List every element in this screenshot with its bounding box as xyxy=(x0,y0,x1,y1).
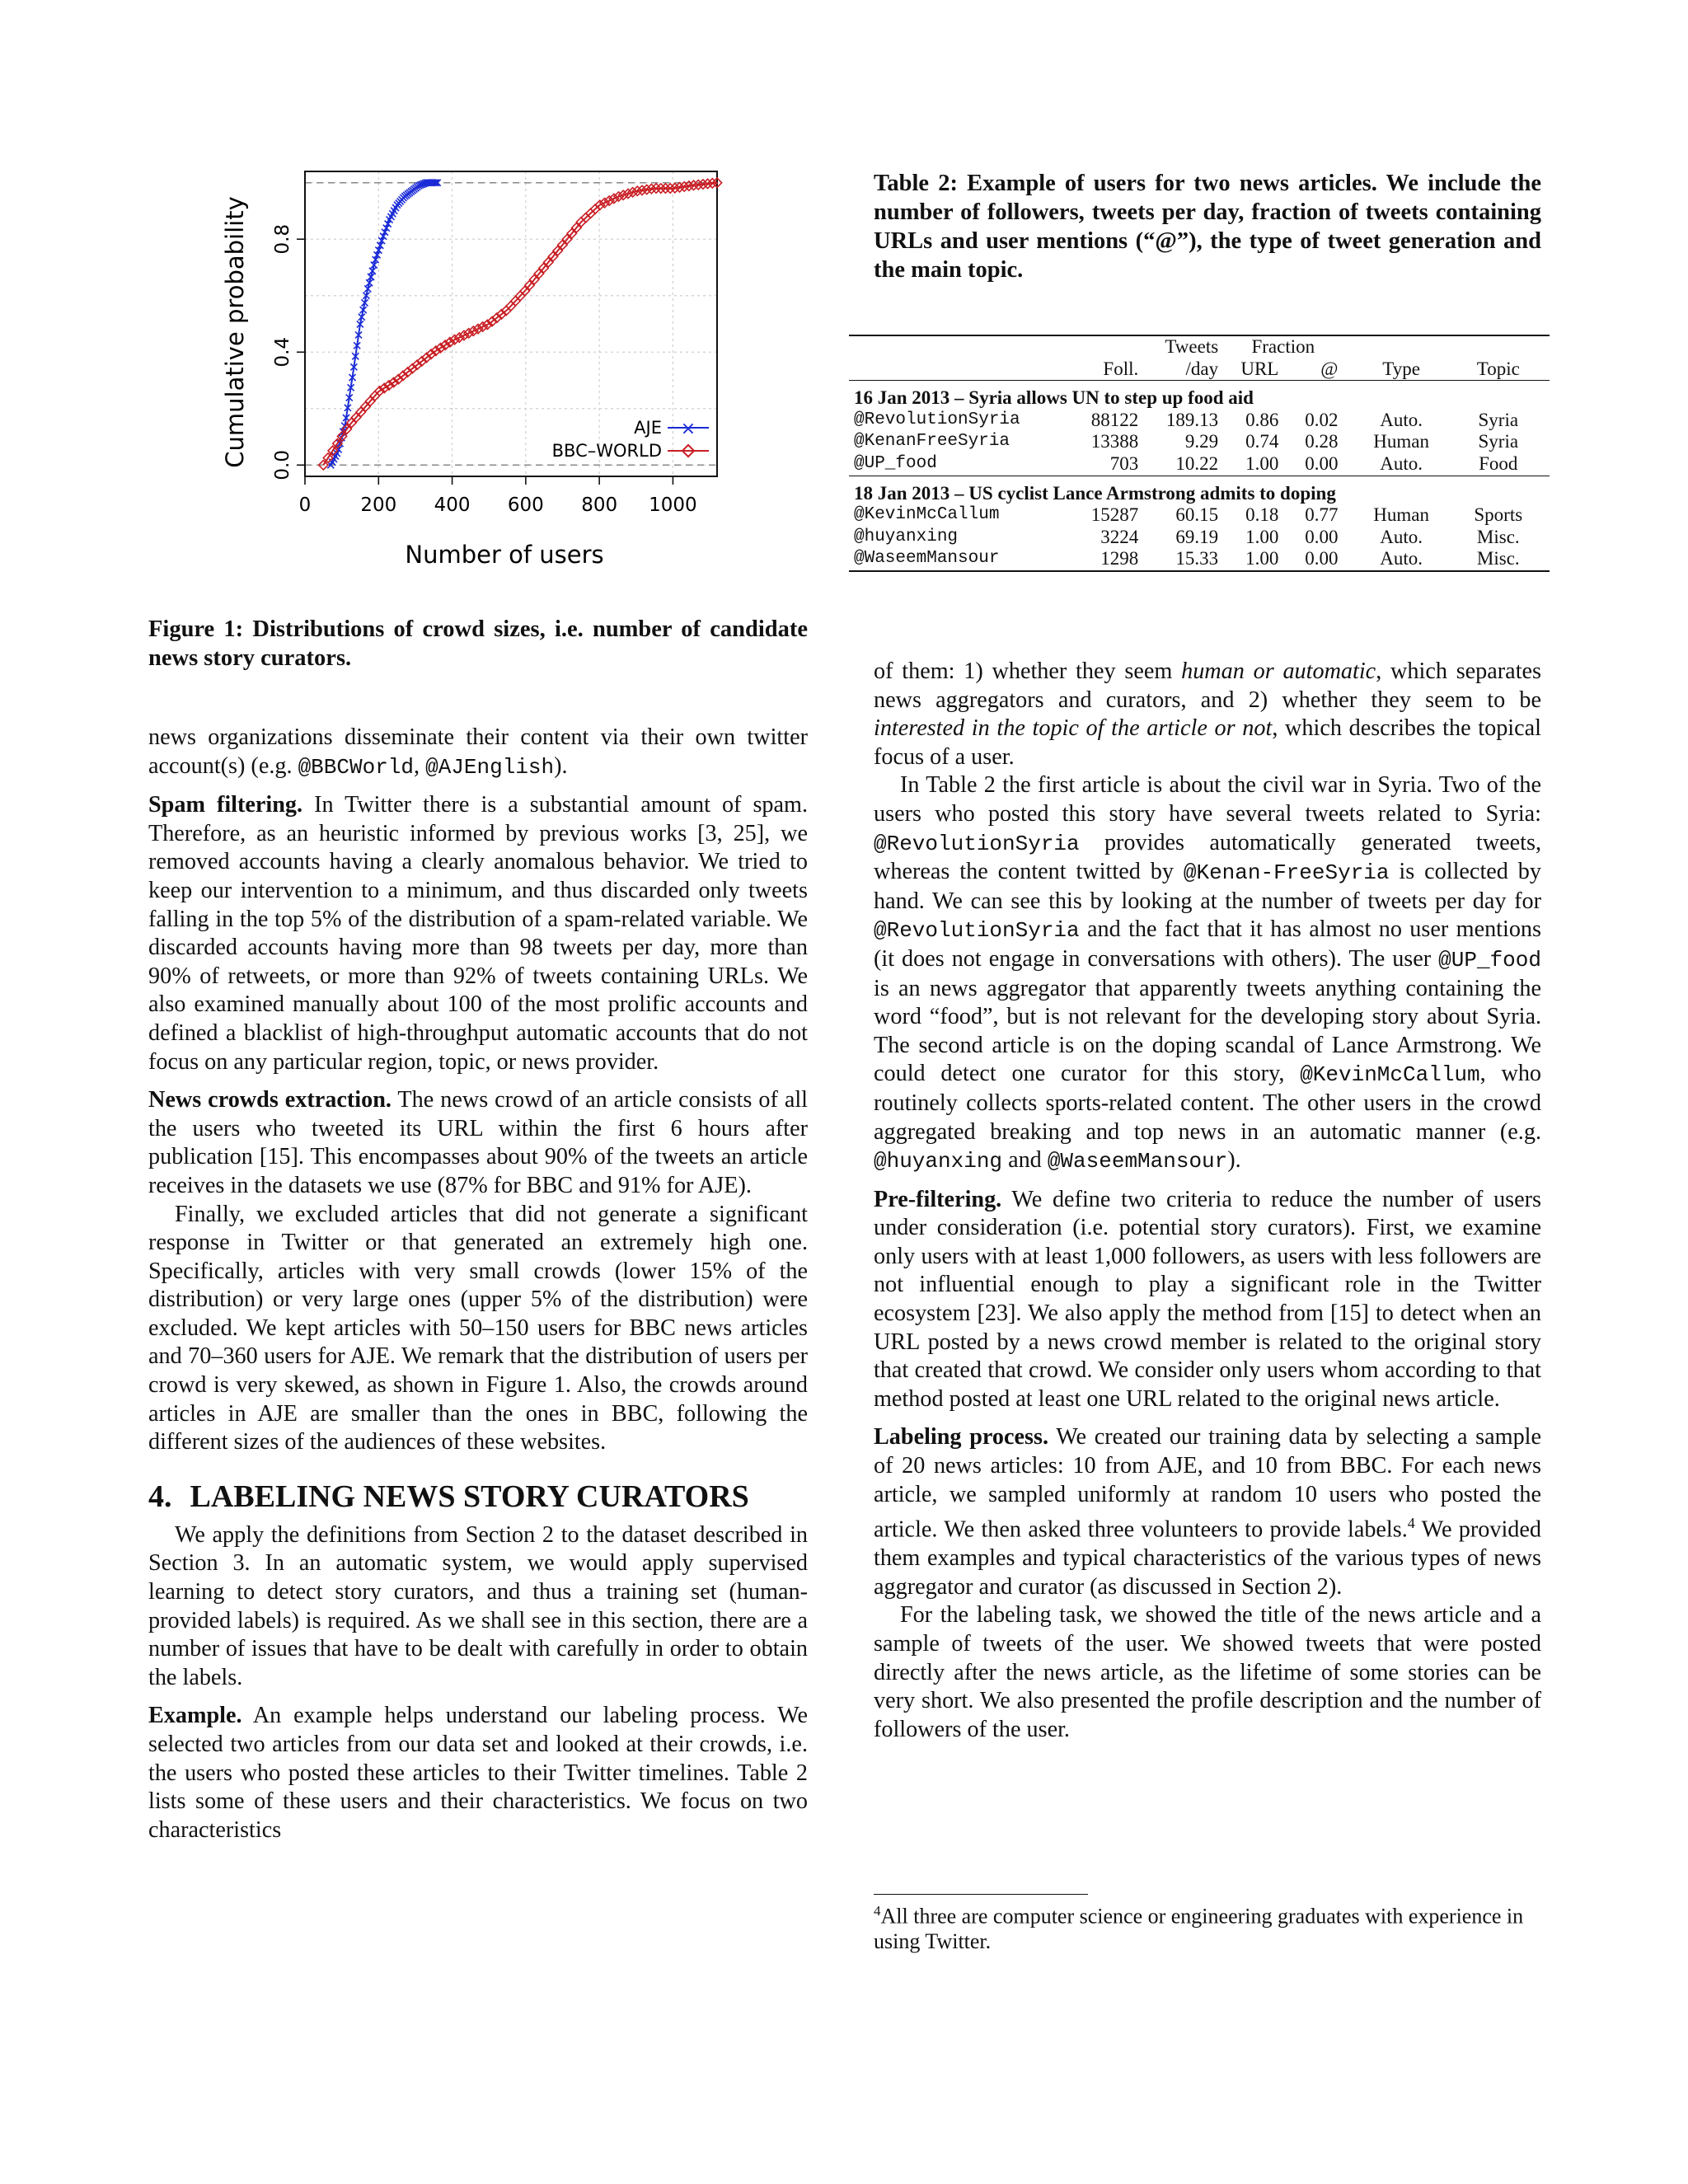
x-tick-label: 1000 xyxy=(649,494,697,516)
paragraph-example: Example. An example helps understand our labeling process. We selected two articles from our data set and looked at their crowds, i.e. the users who posted these articles to their Twitter timelines. Table 2 lists some of these users and their characteristics. We focus on two characteristics xyxy=(148,1703,808,1843)
series-aje xyxy=(327,180,440,469)
run-in-heading: Pre-filtering. xyxy=(874,1186,1002,1212)
col-day: /day xyxy=(1185,358,1219,379)
section-heading: 4. LABELING NEWS STORY CURATORS xyxy=(148,1479,749,1514)
left-column xyxy=(148,724,808,1844)
y-tick-label: 0.0 xyxy=(272,450,293,480)
paragraph: of them: 1) whether they seem human or automatic, which separates news aggregators and curators, and 2) whether they seem to be interested in the topic of the article or not, which describes the topical focus of a user. xyxy=(874,658,1541,770)
col-tweets: Tweets xyxy=(1143,335,1223,359)
paragraph-pre-filtering: Pre-filtering. We define two criteria to reduce the number of users under consideration (i.e. potential story curators). First, we examine only users with at least 1,000 followers, as users with less followers are not influential enough to play a significant role in the Twitter ecosystem [23]. We also apply the method from [15] to detect when an URL posted by a news crowd member is related to the original story that created that crowd. We consider only users whom according to that method posted at least one URL related to the original news article. xyxy=(874,1186,1541,1412)
paragraph-spam-filtering: Spam filtering. In Twitter there is a substantial amount of spam. Therefore, as an heuristic informed by previous works [3, 25], we removed accounts having a clearly anomalous behavior. We tried to keep our intervention to a minimum, and thus discarded only tweets falling in the top 5% of the distribution of a spam-related variable. We discarded accounts having more than 98 tweets per day, more than 90% of retweets, or more than 92% of tweets containing URLs. We also examined manually about 100 of the most prolific accounts and defined a blacklist of high-throughput automatic accounts that do not focus on any particular region, topic, or news provider. xyxy=(148,792,808,1075)
x-axis-label: Number of users xyxy=(405,541,604,569)
table-row: @KevinMcCallum 15287 60.15 0.18 0.77 Human Sports xyxy=(854,504,1523,526)
table-row: @huyanxing 3224 69.19 1.00 0.00 Auto. Misc. xyxy=(854,526,1520,547)
crowd-size-cdf-chart xyxy=(210,157,738,585)
table-caption: Table 2: Example of users for two news articles. We include the number of followers, tweets per day, fraction of tweets containing URLs and user mentions (“@”), the type of tweet generation and the main topic. xyxy=(874,171,1541,283)
col-foll: Foll. xyxy=(1103,358,1139,379)
run-in-heading: Spam filtering. xyxy=(148,792,303,818)
group-title-armstrong: 18 Jan 2013 – US cyclist Lance Armstrong admits to doping xyxy=(849,476,1550,504)
col-topic: Topic xyxy=(1476,358,1520,379)
y-axis-label: Cumulative probability xyxy=(221,196,249,468)
table-row: @UP_food 703 10.22 1.00 0.00 Auto. Food xyxy=(854,452,1518,474)
x-tick-label: 600 xyxy=(507,494,544,516)
x-tick-label: 800 xyxy=(581,494,618,516)
figure-caption: Figure 1: Distributions of crowd sizes, i.e. number of candidate news story curators. xyxy=(148,616,808,671)
legend-label-bbc: BBC–WORLD xyxy=(551,441,662,461)
chart-ticks xyxy=(272,224,697,516)
table-row: @WaseemMansour 1298 15.33 1.00 0.00 Auto. Misc. xyxy=(849,548,1550,571)
x-tick-label: 0 xyxy=(298,494,312,516)
footnote-rule xyxy=(874,1894,1088,1895)
paragraph: news organizations disseminate their content via their own twitter account(s) (e.g. @BBCWorld, @AJEnglish). xyxy=(148,724,808,780)
chart-legend xyxy=(552,418,709,461)
run-in-heading: Example. xyxy=(148,1703,242,1729)
table-header xyxy=(849,359,1550,381)
footnote-marker: 4 xyxy=(1407,1515,1415,1532)
table-row: @KenanFreeSyria 13388 9.29 0.74 0.28 Human Syria xyxy=(854,431,1519,452)
right-column xyxy=(874,658,1541,1744)
col-fraction: Fraction xyxy=(1223,335,1343,359)
footnote: $^4$All three are computer science or engineering graduates with experience in using Twitter. xyxy=(874,1903,1524,1953)
paragraph: Finally, we excluded articles that did not generate a significant response in Twitter or that generated an extremely high one. Specifically, articles with very small crowds (lower 15% of the distribution) or very large ones (upper 5% of the distribution) were excluded. We kept articles with 50–150 users for BBC news articles and 70–360 users for AJE. We remark that the distribution of users per crowd is very skewed, as shown in Figure 1. Also, the crowds around articles in AJE are smaller than the ones in BBC, following the different sizes of the audiences of these websites. xyxy=(148,1201,808,1455)
paragraph: In Table 2 the first article is about the civil war in Syria. Two of the users who posted this story have several tweets related to Syria: @RevolutionSyria provides automatically generated tweets, whereas the content twitted by @Kenan-FreeSyria is collected by hand. We can see this by looking at the number of tweets per day for @RevolutionSyria and the fact that it has almost no user mentions (it does not engage in conversations with others). The user @UP_food is an news aggregator that apparently tweets anything containing the word “food”, but is not relevant for the developing story about Syria. The second article is on the doping scandal of Lance Armstrong. We could detect one curator for this story, @KevinMcCallum, who routinely collects sports-related content. The other users in the crowd aggregated breaking and top news in an automatic manner (e.g. @huyanxing and @WaseemMansour). xyxy=(874,772,1542,1174)
y-tick-label: 0.8 xyxy=(272,223,293,255)
paragraph-news-crowds: News crowds extraction. The news crowd of an article consists of all the users who tweeted its URL within the first 6 hours after publication [15]. This encompasses about 90% of the tweets an article receives in the datasets we use (87% for BBC and 91% for AJE). xyxy=(148,1087,808,1198)
legend-marker-aje: × xyxy=(680,419,696,439)
col-url: URL xyxy=(1240,358,1279,379)
group-title-syria: 16 Jan 2013 – Syria allows UN to step up food aid xyxy=(849,381,1550,410)
paragraph-labeling-process: Labeling process. We created our training data by selecting a sample of 20 news articles: 10 from AJE, and 10 from BBC. For each news article, we sampled uniformly at random 10 users who posted the article. We then asked three volunteers to provide labels.$^4$ We provided them examples and typical characteristics of the various types of news aggregator and curator (as discussed in Section 2). xyxy=(874,1424,1542,1600)
users-table xyxy=(849,335,1550,572)
x-tick-label: 400 xyxy=(434,494,471,516)
paragraph: For the labeling task, we showed the title of the news article and a sample of tweets of the user. We showed tweets that were posted directly after the news article, as the lifetime of some stories can be very short. We also presented the profile description and the number of followers of the user. xyxy=(874,1602,1541,1742)
run-in-heading: News crowds extraction. xyxy=(148,1087,392,1113)
col-at: @ xyxy=(1320,358,1339,379)
paragraph: We apply the definitions from Section 2 to the dataset described in Section 3. In an automatic system, we would apply supervised learning to detect story curators, and thus a training set (human-provided labels) is required. As we shall see in this section, there are a number of issues that have to be dealt with carefully in order to obtain the labels. xyxy=(148,1521,808,1690)
run-in-heading: Labeling process. xyxy=(874,1424,1049,1451)
legend-label-aje: AJE xyxy=(634,418,662,438)
col-type: Type xyxy=(1382,358,1420,379)
table-header-top xyxy=(849,335,1550,359)
y-tick-label: 0.4 xyxy=(272,336,293,368)
x-tick-label: 200 xyxy=(360,494,397,516)
table-row: @RevolutionSyria 88122 189.13 0.86 0.02 Auto. Syria xyxy=(854,409,1519,430)
